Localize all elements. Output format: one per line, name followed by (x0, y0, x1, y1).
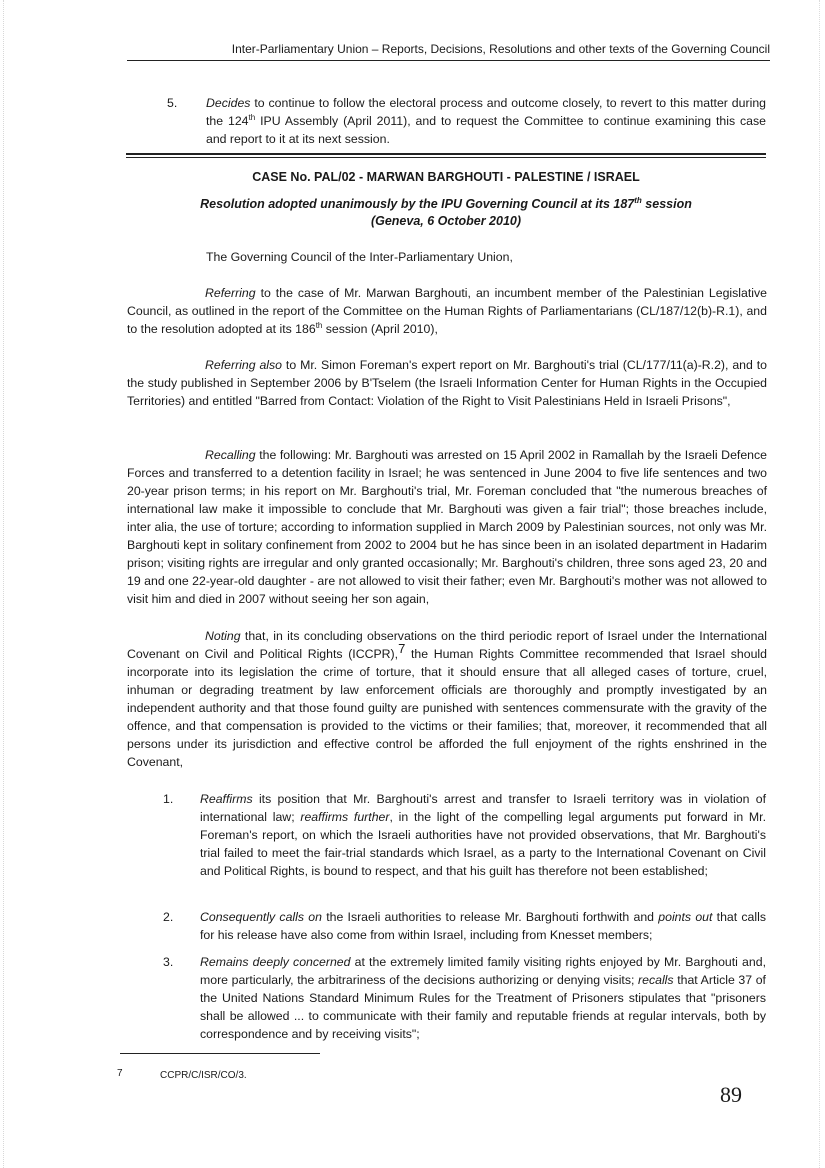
operative-number-3: 3. (163, 955, 174, 969)
footnote-mark: 7 (117, 1068, 123, 1079)
preamble-paragraph-3: Recalling the following: Mr. Barghouti was arrested on 15 April 2002 in Ramallah by the Israeli Defence Forces and transferred to a detention facility in Israel; he was sentenced in June 2004 to five life sentences and two 20-year prison terms; in his report on Mr. Barghouti's trial, Mr. Foreman concluded that "the numerous breaches of international law make it impossible to conclude that Mr. Barghouti was given a fair trial"; those breaches include, inter alia, the use of torture; according to information supplied in March 2009 by Palestinian sources, not only was Mr. Barghouti kept in solitary confinement from 2002 to 2004 but he has since been in an isolated department in Hadarim prison; visiting rights are irregular and only granted occasionally; Mr. Barghouti's children, three sons aged 23, 20 and 19 and one 22-year-old daughter - are not allowed to visit their father; even Mr. Barghouti's mother was not allowed to visit him and died in 2007 without seeing her son again, (127, 448, 767, 606)
header-rule (127, 60, 770, 61)
scan-margin-left (3, 0, 6, 1168)
scan-margin-right (819, 0, 822, 1168)
item-number: 5. (167, 96, 178, 110)
resolution-title-line1: Resolution adopted unanimously by the IPU Governing Council at its 187th session (200, 195, 692, 211)
previous-decision-paragraph: Decides to continue to follow the electoral process and outcome closely, to revert to this matter during the 124th IPU Assembly (April 2011), and to request the Committee to continue examining this case and report to it at its next session. (206, 96, 766, 146)
operative-paragraph-1: Reaffirms its position that Mr. Barghouti's arrest and transfer to Israeli territory was in violation of international law; reaffirms further, in the light of the compelling legal arguments put forward in Mr. Foreman's report, on which the Israeli authorities have not provided observations, that Mr. Barghouti's trial failed to meet the fair-trial standards which Israel, as a party to the International Covenant on Civil and Political Rights, is bound to respect, and that his guilt has therefore not been established; (200, 792, 766, 878)
page-number: 89 (720, 1082, 742, 1107)
resolution-title-line2: (Geneva, 6 October 2010) (370, 214, 522, 228)
section-rule-top (126, 153, 766, 155)
footnote-reference: 7 (398, 640, 406, 656)
operative-paragraph-3: Remains deeply concerned at the extremely limited family visiting rights enjoyed by Mr. Barghouti and, more particularly, the arbitrariness of the decisions authorizing or denying visits; recalls that Article 37 of the United Nations Standard Minimum Rules for the Treatment of Prisoners stipulates that "prisoners shall be allowed ... to communicate with their family and reputable friends at regular intervals, both by correspondence and by receiving visits"; (200, 955, 766, 1041)
section-rule-bottom (126, 157, 766, 158)
case-title: CASE No. PAL/02 - MARWAN BARGHOUTI - PALESTINE / ISRAEL (252, 170, 640, 184)
operative-number-1: 1. (163, 792, 174, 806)
intro-line: The Governing Council of the Inter-Parliamentary Union, (206, 250, 513, 264)
operative-number-2: 2. (163, 910, 174, 924)
footnote-text: CCPR/C/ISR/CO/3. (160, 1070, 247, 1081)
preamble-paragraph-1: Referring to the case of Mr. Marwan Barghouti, an incumbent member of the Palestinian Legislative Council, as outlined in the report of the Committee on the Human Rights of Parliamentarians (CL/187/12(b)-R.1), and to the resolution adopted at its 186th session (April 2010), (127, 286, 767, 336)
resolution-title (126, 196, 766, 230)
preamble-paragraph-2: Referring also to Mr. Simon Foreman's expert report on Mr. Barghouti's trial (CL/177/11(a)-R.2), and to the study published in September 2006 by B'Tselem (the Israeli Information Center for Human Rights in the Occupied Territories) and entitled "Barred from Contact: Violation of the Right to Visit Palestinians Held in Israeli Prisons", (127, 358, 767, 408)
footnote-rule (120, 1053, 320, 1054)
running-header: Inter-Parliamentary Union – Reports, Decisions, Resolutions and other texts of the Governing Council (231, 42, 770, 56)
operative-verb: Decides (206, 96, 251, 110)
operative-paragraph-2: Consequently calls on the Israeli authorities to release Mr. Barghouti forthwith and points out that calls for his release have also come from within Israel, including from Knesset members; (200, 910, 767, 942)
preamble-paragraph-4: Noting that, in its concluding observations on the third periodic report of Israel under the International Covenant on Civil and Political Rights (ICCPR),7 the Human Rights Committee recommended that Israel should incorporate into its legislation the crime of torture, that it should ensure that all alleged cases of torture, cruel, inhuman or degrading treatment by law enforcement officials are thoroughly and promptly investigated by an independent authority and that those found guilty are punished with sentences commensurate with the gravity of the offence, and that compensation is provided to the victims or their families; that, moreover, it recommended that all persons under its jurisdiction and effective control be afforded the full enjoyment of the rights enshrined in the Covenant, (127, 629, 767, 769)
